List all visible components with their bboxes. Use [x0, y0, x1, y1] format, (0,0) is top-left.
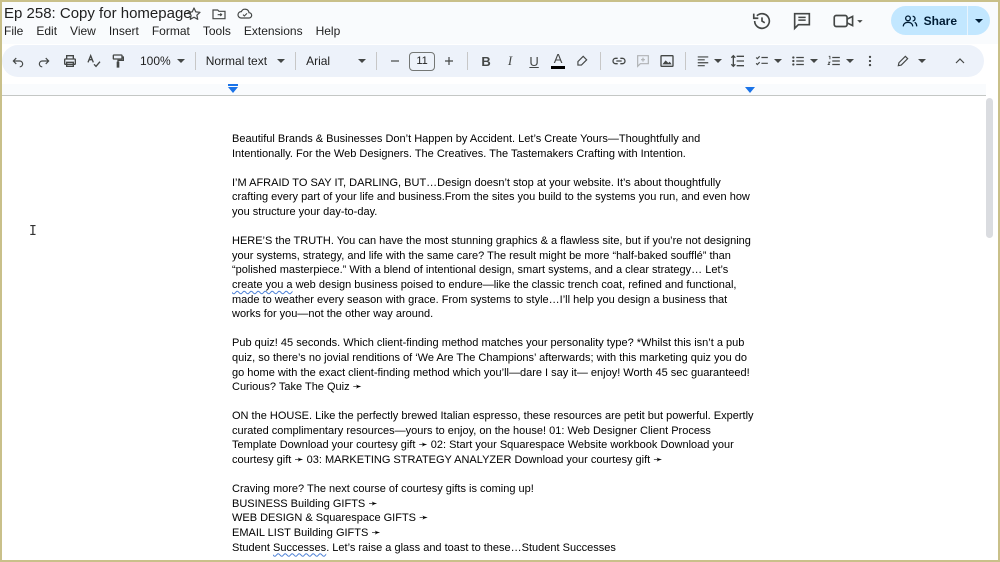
menu-help[interactable]: Help	[315, 24, 341, 38]
numbered-list-select[interactable]	[822, 54, 858, 68]
add-comment-icon[interactable]	[631, 49, 655, 73]
font-size-input[interactable]: 11	[409, 52, 435, 71]
zoom-value: 100%	[140, 54, 171, 68]
menu-insert[interactable]: Insert	[108, 24, 139, 38]
text-color-icon[interactable]: A	[546, 49, 570, 73]
italic-icon[interactable]: I	[507, 53, 513, 68]
chevron-down-icon	[358, 59, 366, 63]
bullet-list-select[interactable]	[786, 54, 822, 68]
link-icon[interactable]	[607, 49, 631, 73]
menu-view[interactable]: View	[70, 24, 96, 38]
move-folder-icon[interactable]	[211, 6, 228, 23]
chevron-down-icon	[277, 59, 285, 63]
menu-extensions[interactable]: Extensions	[243, 24, 303, 38]
text-run: web design business poised to endure—like the classic trench coat, refined and functional, made to weather every season with grace. From systems to style…I’ll help you design a business that works for you—not the other way around.	[232, 278, 737, 321]
paragraph: I’M AFRAID TO SAY IT, DARLING, BUT…Design doesn’t stop at your website. It’s about thoughtfully crafting every part of your life and business.From the sites you build to the systems you run, and even how you structure your day-to-day.	[232, 176, 750, 218]
text-run: Student	[232, 541, 273, 554]
header-actions	[751, 6, 990, 35]
paragraph: BUSINESS Building GIFTS ➛	[232, 497, 378, 510]
toolbar-divider	[376, 52, 377, 70]
print-icon[interactable]	[58, 49, 82, 73]
zoom-select[interactable]	[136, 54, 189, 68]
checklist-select[interactable]	[750, 54, 786, 68]
undo-icon[interactable]	[6, 49, 30, 73]
paragraph-style-select[interactable]	[202, 54, 289, 68]
ruler[interactable]	[2, 84, 986, 96]
increase-font-size-icon[interactable]	[437, 49, 461, 73]
toolbar-divider	[195, 52, 196, 70]
underline-icon[interactable]: U	[529, 53, 539, 69]
paragraph: Beautiful Brands & Businesses Don’t Happen by Accident. Let’s Create Yours—Thoughtfully and Intentionally. For the Web Designers. The Creatives. The Tastemakers Crafting with Intention.	[232, 133, 701, 160]
highlight-icon[interactable]	[570, 49, 594, 73]
history-icon[interactable]	[751, 10, 773, 32]
spelling-suggestion[interactable]: Successes	[272, 541, 327, 554]
style-value: Normal text	[205, 54, 268, 68]
comment-icon[interactable]	[791, 10, 813, 32]
font-value: Arial	[306, 54, 331, 68]
bullet-list-icon	[790, 54, 806, 68]
editing-mode-select[interactable]	[892, 54, 930, 68]
left-indent-marker[interactable]	[228, 87, 238, 93]
menu-tools[interactable]: Tools	[202, 24, 231, 38]
align-select[interactable]	[692, 54, 726, 68]
toolbar-divider	[295, 52, 296, 70]
share-dropdown[interactable]	[968, 6, 990, 35]
collapse-menus-icon[interactable]	[948, 49, 972, 73]
paragraph: WEB DESIGN & Squarespace GIFTS ➛	[232, 512, 429, 525]
share-button[interactable]	[891, 6, 967, 35]
chevron-down-icon	[975, 19, 983, 23]
formatting-toolbar	[2, 45, 984, 77]
paragraph	[232, 541, 757, 556]
menu-edit[interactable]: Edit	[36, 24, 58, 38]
redo-icon[interactable]	[32, 49, 56, 73]
chevron-down-icon	[774, 59, 782, 63]
menu-format[interactable]: Format	[151, 24, 190, 38]
share-label: Share	[923, 13, 957, 28]
checklist-icon	[754, 54, 770, 68]
chevron-down-icon	[714, 59, 722, 63]
star-icon[interactable]	[186, 6, 203, 23]
insert-image-icon[interactable]	[655, 49, 679, 73]
line-spacing-icon[interactable]	[726, 49, 750, 73]
scrollbar-thumb[interactable]	[986, 98, 993, 238]
paragraph: Craving more? The next course of courtesy gifts is coming up!	[232, 483, 534, 496]
vertical-scrollbar[interactable]	[986, 94, 993, 562]
numbered-list-icon	[826, 54, 842, 68]
more-options-icon[interactable]	[858, 49, 882, 73]
text-run: . Let’s raise a glass and toast to these…Student Successes	[326, 541, 616, 554]
text-cursor-icon: I	[29, 224, 37, 239]
document-body[interactable]	[232, 132, 757, 555]
paragraph	[232, 234, 757, 322]
cloud-status-icon[interactable]	[236, 6, 253, 23]
paragraph: Pub quiz! 45 seconds. Which client-finding method matches your personality type? *Whilst this isn’t a pub quiz, so there’s no jovial renditions of ‘We Are The Champions’ afterwards; with this marketing quiz you do go home with the exact client-finding method which you’ll—dare I say it— enjoy! Worth 45 sec guaranteed! Curious? Take The Quiz ➛	[232, 337, 750, 394]
right-indent-marker[interactable]	[745, 87, 755, 93]
spellcheck-icon[interactable]	[82, 49, 106, 73]
font-select[interactable]	[302, 54, 370, 68]
paragraph: EMAIL LIST Building GIFTS ➛	[232, 527, 381, 540]
people-icon	[902, 14, 918, 28]
chevron-down-icon	[918, 59, 926, 63]
grammar-suggestion[interactable]: create you a	[232, 278, 293, 291]
bold-icon[interactable]: B	[481, 53, 491, 69]
meet-icon[interactable]	[831, 10, 865, 32]
chevron-down-icon	[810, 59, 818, 63]
align-left-icon	[696, 54, 710, 68]
text-run: HERE’S the TRUTH. You can have the most stunning graphics & a flawless site, but if you’re not designing your systems, strategy, and life with the same care? The result might be more “half-baked soufflé” than “polished masterpiece.” With a blend of intentional design, smart systems, and a clear strategy… Let’s	[232, 235, 751, 277]
chevron-down-icon	[846, 59, 854, 63]
paragraph: ON the HOUSE. Like the perfectly brewed Italian espresso, these resources are petit but powerful. Expertly curated complimentary resources—yours to enjoy, on the house! 01: Web Designer Client Process Template Download your courtesy gift ➛ 02: Start your Squarespace Website workbook Download your courtesy gift ➛ 03: MARKETING STRATEGY ANALYZER Download your courtesy gift ➛	[232, 410, 754, 467]
toolbar-divider	[685, 52, 686, 70]
decrease-font-size-icon[interactable]	[383, 49, 407, 73]
first-line-indent-marker[interactable]	[228, 84, 238, 86]
share-button-group	[891, 6, 990, 35]
menu-bar	[4, 24, 353, 38]
toolbar-divider	[467, 52, 468, 70]
chevron-down-icon	[177, 59, 185, 63]
paint-format-icon[interactable]	[106, 49, 130, 73]
pencil-icon	[896, 54, 910, 68]
menu-file[interactable]: File	[4, 24, 24, 38]
document-title[interactable]: Ep 258: Copy for homepage	[4, 5, 192, 22]
toolbar-divider	[600, 52, 601, 70]
title-bar	[2, 2, 998, 44]
title-icons	[186, 6, 253, 23]
